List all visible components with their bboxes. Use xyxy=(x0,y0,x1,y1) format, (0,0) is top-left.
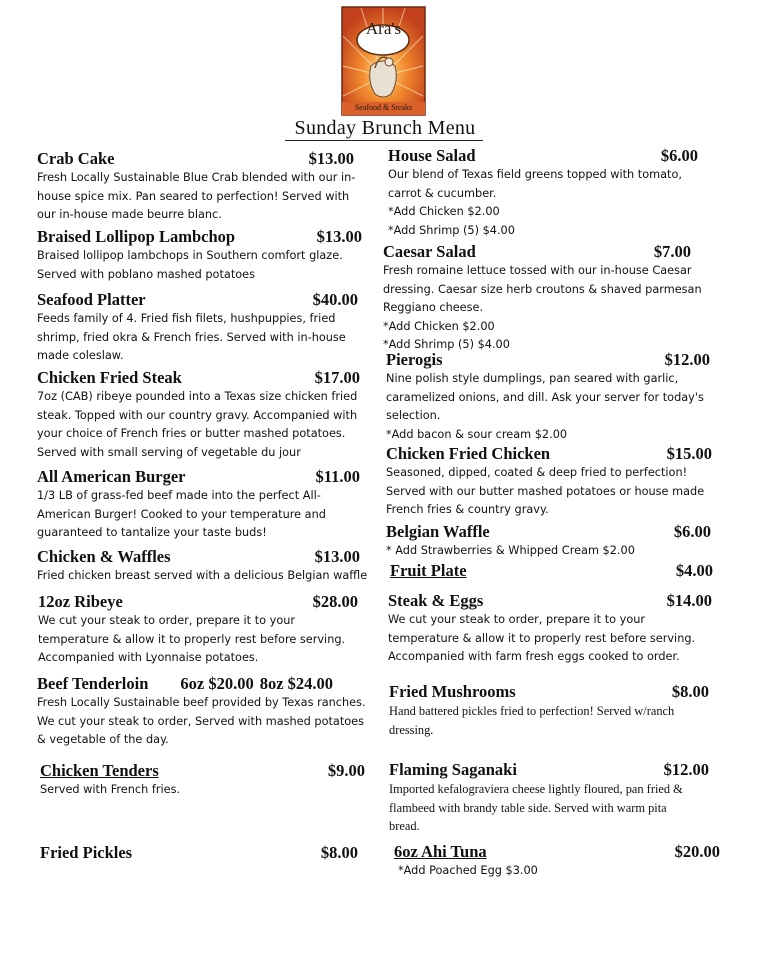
item-name: Steak & Eggs xyxy=(388,591,484,610)
item-name: Chicken Fried Steak xyxy=(37,368,182,387)
item-name: All American Burger xyxy=(37,467,186,486)
item-desc-line: caramelized onions, and dill. Ask your server for today's xyxy=(386,390,704,404)
item-price: $8.00 xyxy=(320,843,358,862)
item-desc-line: temperature & allow it to properly rest before serving. xyxy=(38,632,346,646)
item-addon: *Add Shrimp (5) $4.00 xyxy=(383,338,510,351)
item-desc-line: made coleslaw. xyxy=(37,349,124,362)
item-name: House Salad xyxy=(388,146,476,165)
item-desc-line: Braised lollipop lambchops in Southern comfort glaze. xyxy=(37,249,343,262)
item-name: 12oz Ribeye xyxy=(38,592,123,611)
item-desc-line: Reggiano cheese. xyxy=(383,301,484,314)
item-addon: *Add bacon & sour cream $2.00 xyxy=(386,427,568,441)
item-name: Braised Lollipop Lambchop xyxy=(37,227,236,246)
item-desc-line: We cut your steak to order, Served with mashed potatoes xyxy=(37,714,365,728)
item-desc-line: Fresh Locally Sustainable beef provided by Texas ranches. xyxy=(37,696,366,709)
item-desc-line: your choice of French fries or butter mashed potatoes. xyxy=(37,427,346,440)
item-desc-line: Served with small serving of vegetable du jour xyxy=(37,445,301,459)
item-desc-line: We cut your steak to order, prepare it to your xyxy=(388,613,646,626)
item-price: $9.00 xyxy=(327,761,365,780)
menu-item xyxy=(389,682,709,739)
item-addon: *Add Chicken $2.00 xyxy=(388,205,500,218)
item-price: 6oz $20.00 xyxy=(180,674,254,693)
menu-item xyxy=(37,149,354,225)
item-price: $6.00 xyxy=(660,146,698,165)
item-name: Belgian Waffle xyxy=(386,522,490,541)
menu-item xyxy=(394,842,720,881)
item-price: $4.00 xyxy=(675,561,713,580)
item-name: 6oz Ahi Tuna xyxy=(394,842,487,861)
item-desc-line: steak. Topped with our country gravy. Accompanied with xyxy=(37,408,358,422)
item-price: $13.00 xyxy=(308,149,354,168)
item-price: $12.00 xyxy=(664,350,710,369)
item-desc-line: Seasoned, dipped, coated & deep fried to perfection! xyxy=(386,466,688,479)
item-price-alt: 8oz $24.00 xyxy=(259,674,334,693)
item-desc-line: Served with French fries. xyxy=(40,783,181,796)
item-price: $28.00 xyxy=(312,592,358,611)
item-price: $8.00 xyxy=(671,682,709,701)
logo xyxy=(341,6,426,116)
item-price: $13.00 xyxy=(316,227,362,246)
item-price: $11.00 xyxy=(315,467,360,486)
item-name: Beef Tenderloin xyxy=(37,674,149,693)
item-price: $7.00 xyxy=(653,242,691,261)
item-name: Flaming Saganaki xyxy=(389,760,517,779)
menu-item xyxy=(37,547,368,586)
item-name: Fried Pickles xyxy=(40,843,133,862)
item-desc-line: Accompanied with farm fresh eggs cooked to order. xyxy=(388,650,680,663)
item-desc-line: dressing. xyxy=(389,722,434,737)
item-desc-line: bread. xyxy=(389,819,420,833)
menu-item xyxy=(383,242,702,355)
item-desc-line: carrot & cucumber. xyxy=(388,186,497,200)
menu-item xyxy=(37,227,362,284)
item-name: Pierogis xyxy=(386,350,443,369)
menu-item xyxy=(390,561,713,581)
item-desc-line: Feeds family of 4. Fried fish filets, hushpuppies, fried xyxy=(37,312,336,325)
item-price: $40.00 xyxy=(312,290,358,309)
item-desc-line: guaranteed to tantalize your taste buds! xyxy=(37,526,267,539)
menu-item xyxy=(386,444,712,520)
item-desc-line: Accompanied with Lyonnaise potatoes. xyxy=(38,651,259,664)
item-desc-line: Nine polish style dumplings, pan seared with garlic, xyxy=(386,372,679,385)
item-desc-line: selection. xyxy=(386,409,441,422)
item-desc-line: our in-house made beurre blanc. xyxy=(37,208,222,221)
item-desc-line: temperature & allow it to properly rest before serving. xyxy=(388,631,696,645)
item-desc-line: 1/3 LB of grass-fed beef made into the perfect All- xyxy=(37,489,321,502)
item-desc-line: American Burger! Cooked to your temperature and xyxy=(37,507,326,521)
item-name: Seafood Platter xyxy=(37,290,146,309)
item-name: Fruit Plate xyxy=(390,561,467,580)
menu-item xyxy=(386,350,710,444)
item-desc-line: Fresh romaine lettuce tossed with our in-house Caesar xyxy=(383,264,692,277)
item-addon: * Add Strawberries & Whipped Cream $2.00 xyxy=(386,544,635,557)
item-desc-line: & vegetable of the day. xyxy=(37,733,169,746)
menu-item xyxy=(388,146,698,240)
item-desc-line: dressing. Caesar size herb croutons & shaved parmesan xyxy=(383,282,702,296)
item-desc-line: Our blend of Texas field greens topped with tomato, xyxy=(388,168,682,181)
menu-item xyxy=(389,760,709,836)
item-addon: *Add Chicken $2.00 xyxy=(383,319,495,333)
menu-item xyxy=(37,290,358,366)
item-desc-line: 7oz (CAB) ribeye pounded into a Texas size chicken fried xyxy=(37,390,358,403)
item-name: Chicken & Waffles xyxy=(37,547,171,566)
menu-item xyxy=(38,592,358,668)
item-price: $13.00 xyxy=(314,547,360,566)
brand-name: Ara's xyxy=(365,19,402,38)
item-desc-line: French fries & country gravy. xyxy=(386,503,549,516)
item-name: Crab Cake xyxy=(37,149,115,168)
item-desc-line: flambeed with brandy table side. Served with warm pita xyxy=(389,800,667,815)
item-name: Chicken Tenders xyxy=(40,761,159,780)
item-name: Fried Mushrooms xyxy=(389,682,516,701)
item-desc-line: Fried chicken breast served with a delicious Belgian waffle xyxy=(37,569,368,582)
item-addon: *Add Poached Egg $3.00 xyxy=(398,864,538,877)
menu-item xyxy=(40,843,358,863)
page-title: Sunday Brunch Menu xyxy=(294,117,476,139)
menu-item xyxy=(40,761,365,800)
item-addon: *Add Shrimp (5) $4.00 xyxy=(388,223,515,237)
item-price: $17.00 xyxy=(314,368,360,387)
menu-item xyxy=(388,591,712,667)
item-name: Caesar Salad xyxy=(383,242,476,261)
item-price: $6.00 xyxy=(673,522,711,541)
brand-tagline: Seafood & Steaks xyxy=(354,103,413,112)
item-price: $14.00 xyxy=(666,591,712,610)
item-desc-line: Served with poblano mashed potatoes xyxy=(37,267,255,281)
item-name: Chicken Fried Chicken xyxy=(386,444,551,463)
title-underline xyxy=(285,140,483,141)
item-desc-line: Imported kefalograviera cheese lightly floured, pan fried & xyxy=(389,782,683,796)
item-desc-line: Served with our butter mashed potatoes or house made xyxy=(386,484,705,498)
item-desc-line: Fresh Locally Sustainable Blue Crab blended with our in- xyxy=(37,171,356,184)
menu-item xyxy=(37,674,366,750)
item-desc-line: We cut your steak to order, prepare it to your xyxy=(38,614,296,627)
item-price: $12.00 xyxy=(663,760,709,779)
menu-item xyxy=(37,368,360,462)
item-desc-line: Hand battered pickles fried to perfection! Served w/ranch xyxy=(389,704,675,718)
item-price: $20.00 xyxy=(674,842,720,861)
item-desc-line: house spice mix. Pan seared to perfection! Served with xyxy=(37,189,350,203)
item-price: $15.00 xyxy=(666,444,712,463)
menu-item xyxy=(386,522,711,561)
menu-item xyxy=(37,467,360,543)
item-desc-line: shrimp, fried okra & French fries. Served with in-house xyxy=(37,330,346,344)
